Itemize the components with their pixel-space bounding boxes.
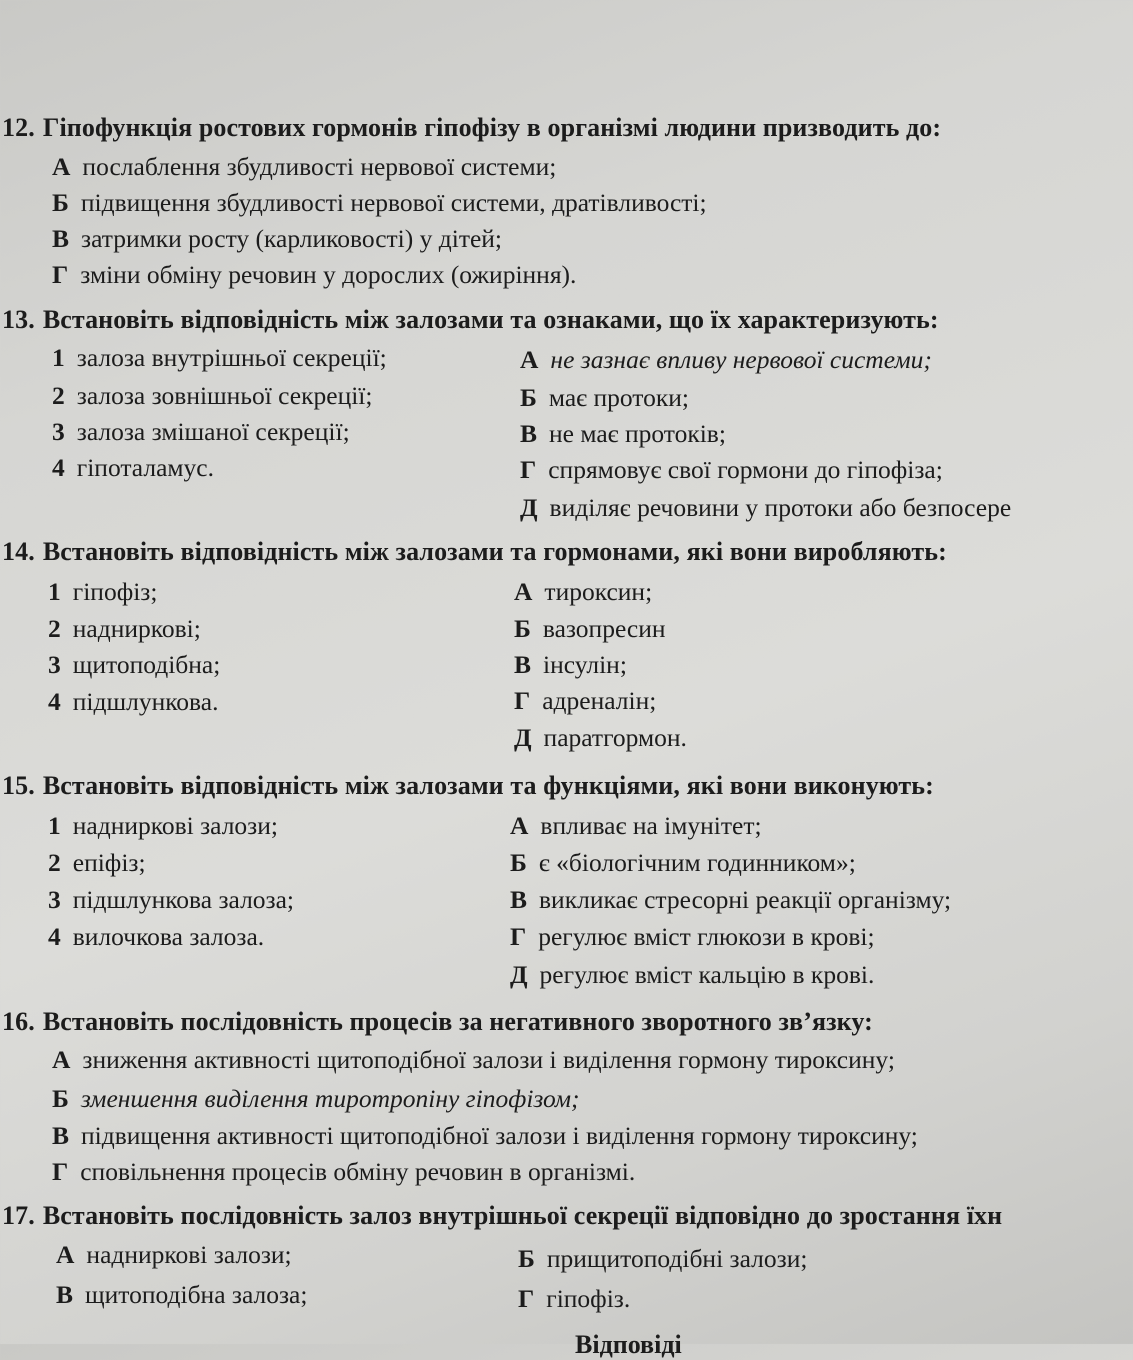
right-item-d: [510, 960, 874, 990]
question-text: Встановіть відповідність між залозами та функціями, які вони виконують:: [42, 771, 934, 800]
item-text: регулює вміст глюкози в крові;: [538, 922, 875, 951]
right-item-v: [520, 419, 726, 449]
question-text: Встановіть послідовність процесів за негативного зворотного зв’язку:: [42, 1007, 873, 1036]
option-letter: Г: [52, 1157, 69, 1186]
right-item-v: [510, 885, 951, 915]
item-number: 1: [48, 577, 61, 606]
option-text: підвищення активності щитоподібної залози і виділення гормону тироксину;: [81, 1121, 918, 1150]
left-item-4: [52, 453, 214, 483]
question-number: 13.: [2, 305, 35, 334]
item-letter: Г: [510, 922, 527, 951]
item-text: надниркові;: [72, 614, 201, 643]
item-number: 4: [48, 922, 61, 951]
left-item-1: [48, 577, 157, 607]
right-item-a: [520, 345, 932, 375]
option-g: [52, 1157, 635, 1187]
option-v: [56, 1280, 307, 1310]
right-item-a: [514, 577, 652, 607]
item-letter: Д: [514, 723, 532, 752]
item-text: виділяє речовини у протоки або безпосере: [549, 493, 1012, 522]
option-text: послаблення збудливості нервової системи;: [82, 152, 557, 181]
question-13: [2, 305, 939, 335]
item-letter: Д: [510, 960, 528, 989]
question-16: [2, 1007, 873, 1037]
item-text: надниркові залози;: [72, 811, 278, 840]
item-letter: А: [510, 811, 529, 840]
left-item-3: [48, 885, 294, 915]
item-number: 2: [48, 848, 61, 877]
item-text: вазопресин: [542, 614, 666, 643]
left-item-3: [52, 417, 350, 447]
item-letter: Д: [520, 493, 538, 522]
option-text: зменшення виділення тиротропіну гіпофізом;: [80, 1084, 580, 1113]
option-letter: Г: [518, 1284, 535, 1313]
right-item-b: [514, 614, 666, 644]
option-g: [518, 1284, 630, 1314]
right-item-g: [520, 455, 943, 485]
left-item-1: [52, 343, 387, 373]
option-a: [56, 1240, 292, 1270]
option-a: [52, 152, 556, 182]
option-letter: Б: [518, 1244, 535, 1273]
item-text: залоза змішаної секреції;: [76, 417, 350, 446]
option-text: прищитоподібні залози;: [546, 1244, 808, 1273]
option-text: сповільнення процесів обміну речовин в організмі.: [80, 1157, 636, 1186]
left-item-3: [48, 650, 220, 680]
option-letter: В: [52, 1121, 70, 1150]
option-letter: Г: [52, 260, 69, 289]
item-number: 2: [52, 381, 65, 410]
item-number: 4: [48, 687, 61, 716]
question-12: [2, 113, 941, 143]
option-text: зниження активності щитоподібної залози і виділення гормону тироксину;: [82, 1045, 895, 1074]
option-text: затримки росту (карликовості) у дітей;: [81, 224, 503, 253]
option-b: [52, 188, 707, 218]
item-letter: А: [514, 577, 533, 606]
right-item-d: [520, 493, 1011, 523]
item-letter: В: [510, 885, 528, 914]
question-number: 12.: [2, 113, 35, 142]
item-letter: Б: [510, 848, 527, 877]
item-text: підшлункова.: [72, 687, 219, 716]
item-text: вилочкова залоза.: [72, 922, 265, 951]
right-item-v: [514, 650, 627, 680]
item-letter: Г: [514, 686, 531, 715]
question-15: [2, 771, 934, 801]
left-item-1: [48, 811, 278, 841]
item-text: епіфіз;: [72, 848, 146, 877]
item-text: залоза внутрішньої секреції;: [76, 343, 387, 372]
option-text: гіпофіз.: [546, 1284, 631, 1313]
item-text: є «біологічним годинником»;: [538, 848, 856, 877]
option-letter: В: [56, 1280, 74, 1309]
question-17: [2, 1201, 1002, 1231]
question-text: Встановіть відповідність між залозами та гормонами, які вони виробляють:: [42, 537, 947, 566]
item-text: залоза зовнішньої секреції;: [76, 381, 373, 410]
item-number: 4: [52, 453, 65, 482]
item-letter: В: [514, 650, 532, 679]
option-v: [52, 1121, 918, 1151]
item-number: 1: [52, 343, 65, 372]
option-text: підвищення збудливості нервової системи, дратівливості;: [80, 188, 707, 217]
option-letter: Б: [52, 1084, 69, 1113]
left-item-2: [48, 614, 201, 644]
right-item-d: [514, 723, 687, 753]
item-text: паратгормон.: [543, 723, 687, 752]
option-g: [52, 260, 576, 290]
item-number: 3: [48, 650, 61, 679]
item-letter: Б: [514, 614, 531, 643]
right-item-g: [514, 686, 656, 716]
option-letter: В: [52, 224, 70, 253]
item-text: не зазнає впливу нервової системи;: [550, 345, 932, 374]
item-text: викликає стресорні реакції організму;: [539, 885, 952, 914]
option-letter: А: [56, 1240, 75, 1269]
question-number: 17.: [2, 1201, 35, 1230]
question-text: Гіпофункція ростових гормонів гіпофізу в організмі людини призводить до:: [42, 113, 942, 142]
item-number: 3: [48, 885, 61, 914]
item-text: адреналін;: [542, 686, 657, 715]
option-v: [52, 224, 502, 254]
item-text: впливає на імунітет;: [540, 811, 762, 840]
question-text: Встановіть відповідність між залозами та ознаками, що їх характеризують:: [42, 305, 939, 334]
option-letter: А: [52, 1045, 71, 1074]
left-item-4: [48, 922, 264, 952]
item-text: гіпоталамус.: [76, 453, 214, 482]
item-text: не має протоків;: [549, 419, 726, 448]
question-number: 15.: [2, 771, 35, 800]
right-item-b: [510, 848, 856, 878]
question-number: 16.: [2, 1007, 35, 1036]
item-letter: А: [520, 345, 539, 374]
question-text: Встановіть послідовність залоз внутрішньої секреції відповідно до зростання їхн: [42, 1201, 1003, 1230]
item-number: 3: [52, 417, 65, 446]
item-text: інсулін;: [543, 650, 627, 679]
item-letter: В: [520, 419, 538, 448]
left-item-2: [52, 381, 372, 411]
item-text: тироксин;: [544, 577, 653, 606]
option-b: [52, 1084, 580, 1114]
right-item-b: [520, 383, 689, 413]
right-item-g: [510, 922, 875, 952]
option-letter: А: [52, 152, 71, 181]
option-letter: Б: [52, 188, 69, 217]
answers-heading-fragment: Відповіді: [575, 1330, 682, 1359]
item-text: регулює вміст кальцію в крові.: [539, 960, 875, 989]
item-text: щитоподібна;: [72, 650, 221, 679]
item-number: 1: [48, 811, 61, 840]
question-14: [2, 537, 947, 567]
option-text: надниркові залози;: [86, 1240, 292, 1269]
item-text: підшлункова залоза;: [72, 885, 295, 914]
left-item-2: [48, 848, 146, 878]
option-text: щитоподібна залоза;: [85, 1280, 308, 1309]
item-letter: Б: [520, 383, 537, 412]
option-b: [518, 1244, 807, 1274]
left-item-4: [48, 687, 218, 717]
item-text: має протоки;: [548, 383, 689, 412]
right-item-a: [510, 811, 762, 841]
option-text: зміни обміну речовин у дорослих (ожиріння).: [80, 260, 577, 289]
item-number: 2: [48, 614, 61, 643]
question-number: 14.: [2, 537, 35, 566]
item-text: спрямовує свої гормони до гіпофіза;: [548, 455, 943, 484]
option-a: [52, 1045, 895, 1075]
item-text: гіпофіз;: [72, 577, 158, 606]
item-letter: Г: [520, 455, 537, 484]
